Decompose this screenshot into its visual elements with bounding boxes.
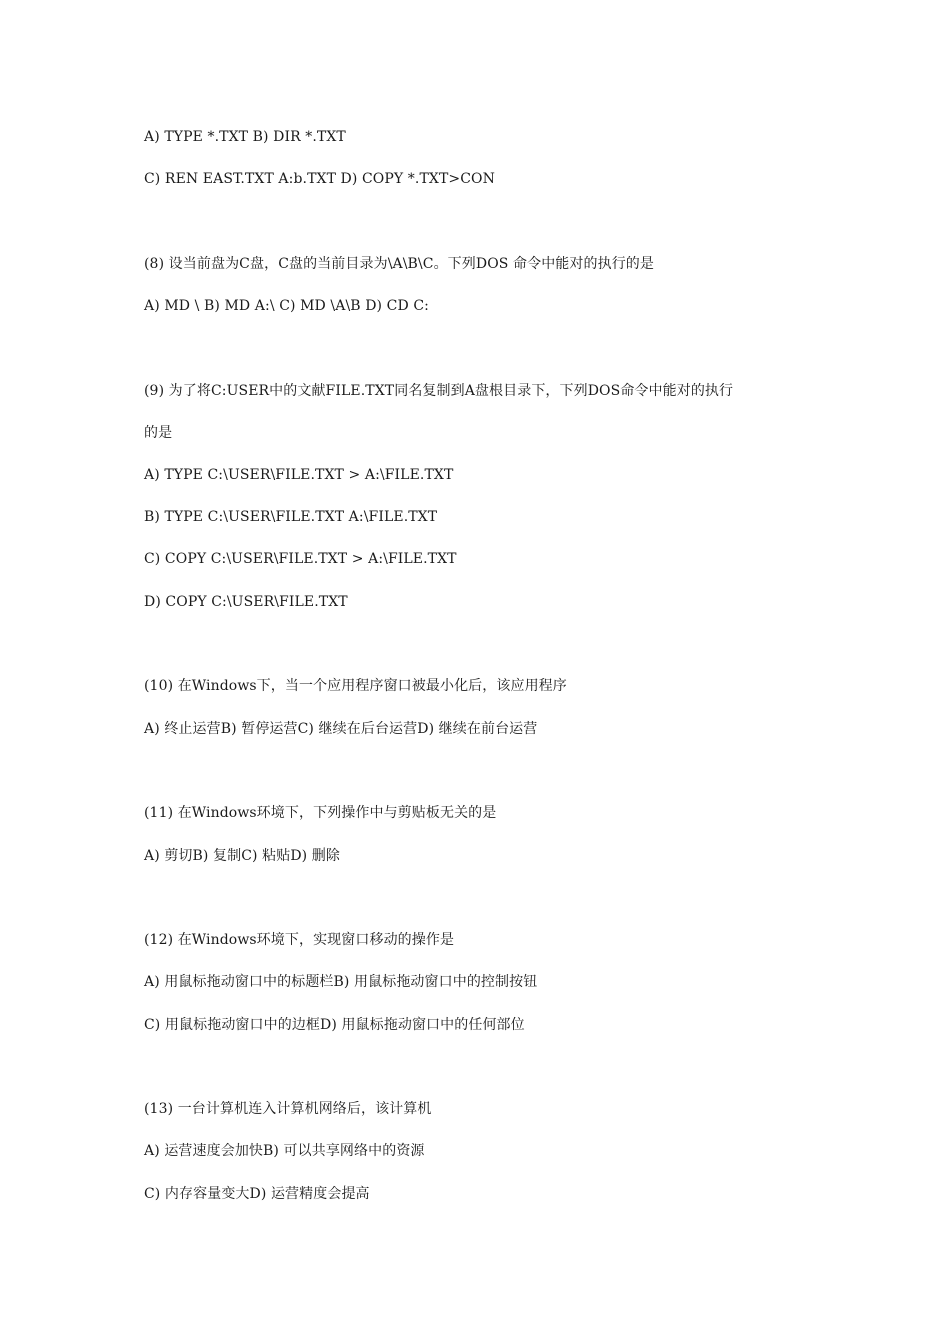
q8-options: A) MD \ B) MD A:\ C) MD \A\B D) CD C: xyxy=(144,298,429,314)
q13-question: (13) 一台计算机连入计算机网络后，该计算机 xyxy=(144,1101,432,1117)
q9-question-continued: 的是 xyxy=(144,425,173,441)
q10-question: (10) 在Windows下，当一个应用程序窗口被最小化后，该应用程序 xyxy=(144,678,567,694)
q10-options: A) 终止运营B) 暂停运营C) 继续在后台运营D) 继续在前台运营 xyxy=(144,721,538,737)
q9-question: (9) 为了将C:USER中的文献FILE.TXT同名复制到A盘根目录下，下列DOS命令中能对的执行 xyxy=(144,383,734,399)
q9-option-b: B) TYPE C:\USER\FILE.TXT A:\FILE.TXT xyxy=(144,509,438,525)
q12-options-ab: A) 用鼠标拖动窗口中的标题栏B) 用鼠标拖动窗口中的控制按钮 xyxy=(144,974,538,990)
q9-option-d: D) COPY C:\USER\FILE.TXT xyxy=(144,594,348,610)
q12-question: (12) 在Windows环境下，实现窗口移动的操作是 xyxy=(144,932,455,948)
q11-options: A) 剪切B) 复制C) 粘贴D) 删除 xyxy=(144,848,340,864)
q9-option-a: A) TYPE C:\USER\FILE.TXT > A:\FILE.TXT xyxy=(144,467,454,483)
q8-question: (8) 设当前盘为C盘，C盘的当前目录为\A\B\C。下列DOS 命令中能对的执行的是 xyxy=(144,256,655,272)
q12-options-cd: C) 用鼠标拖动窗口中的边框D) 用鼠标拖动窗口中的任何部位 xyxy=(144,1017,525,1033)
q7-options-ab: A) TYPE *.TXT B) DIR *.TXT xyxy=(144,129,346,145)
q11-question: (11) 在Windows环境下，下列操作中与剪贴板无关的是 xyxy=(144,805,497,821)
q13-options-cd: C) 内存容量变大D) 运营精度会提高 xyxy=(144,1186,370,1202)
q7-options-cd: C) REN EAST.TXT A:b.TXT D) COPY *.TXT>CON xyxy=(144,171,495,187)
q13-options-ab: A) 运营速度会加快B) 可以共享网络中的资源 xyxy=(144,1143,425,1159)
q9-option-c: C) COPY C:\USER\FILE.TXT > A:\FILE.TXT xyxy=(144,551,457,567)
